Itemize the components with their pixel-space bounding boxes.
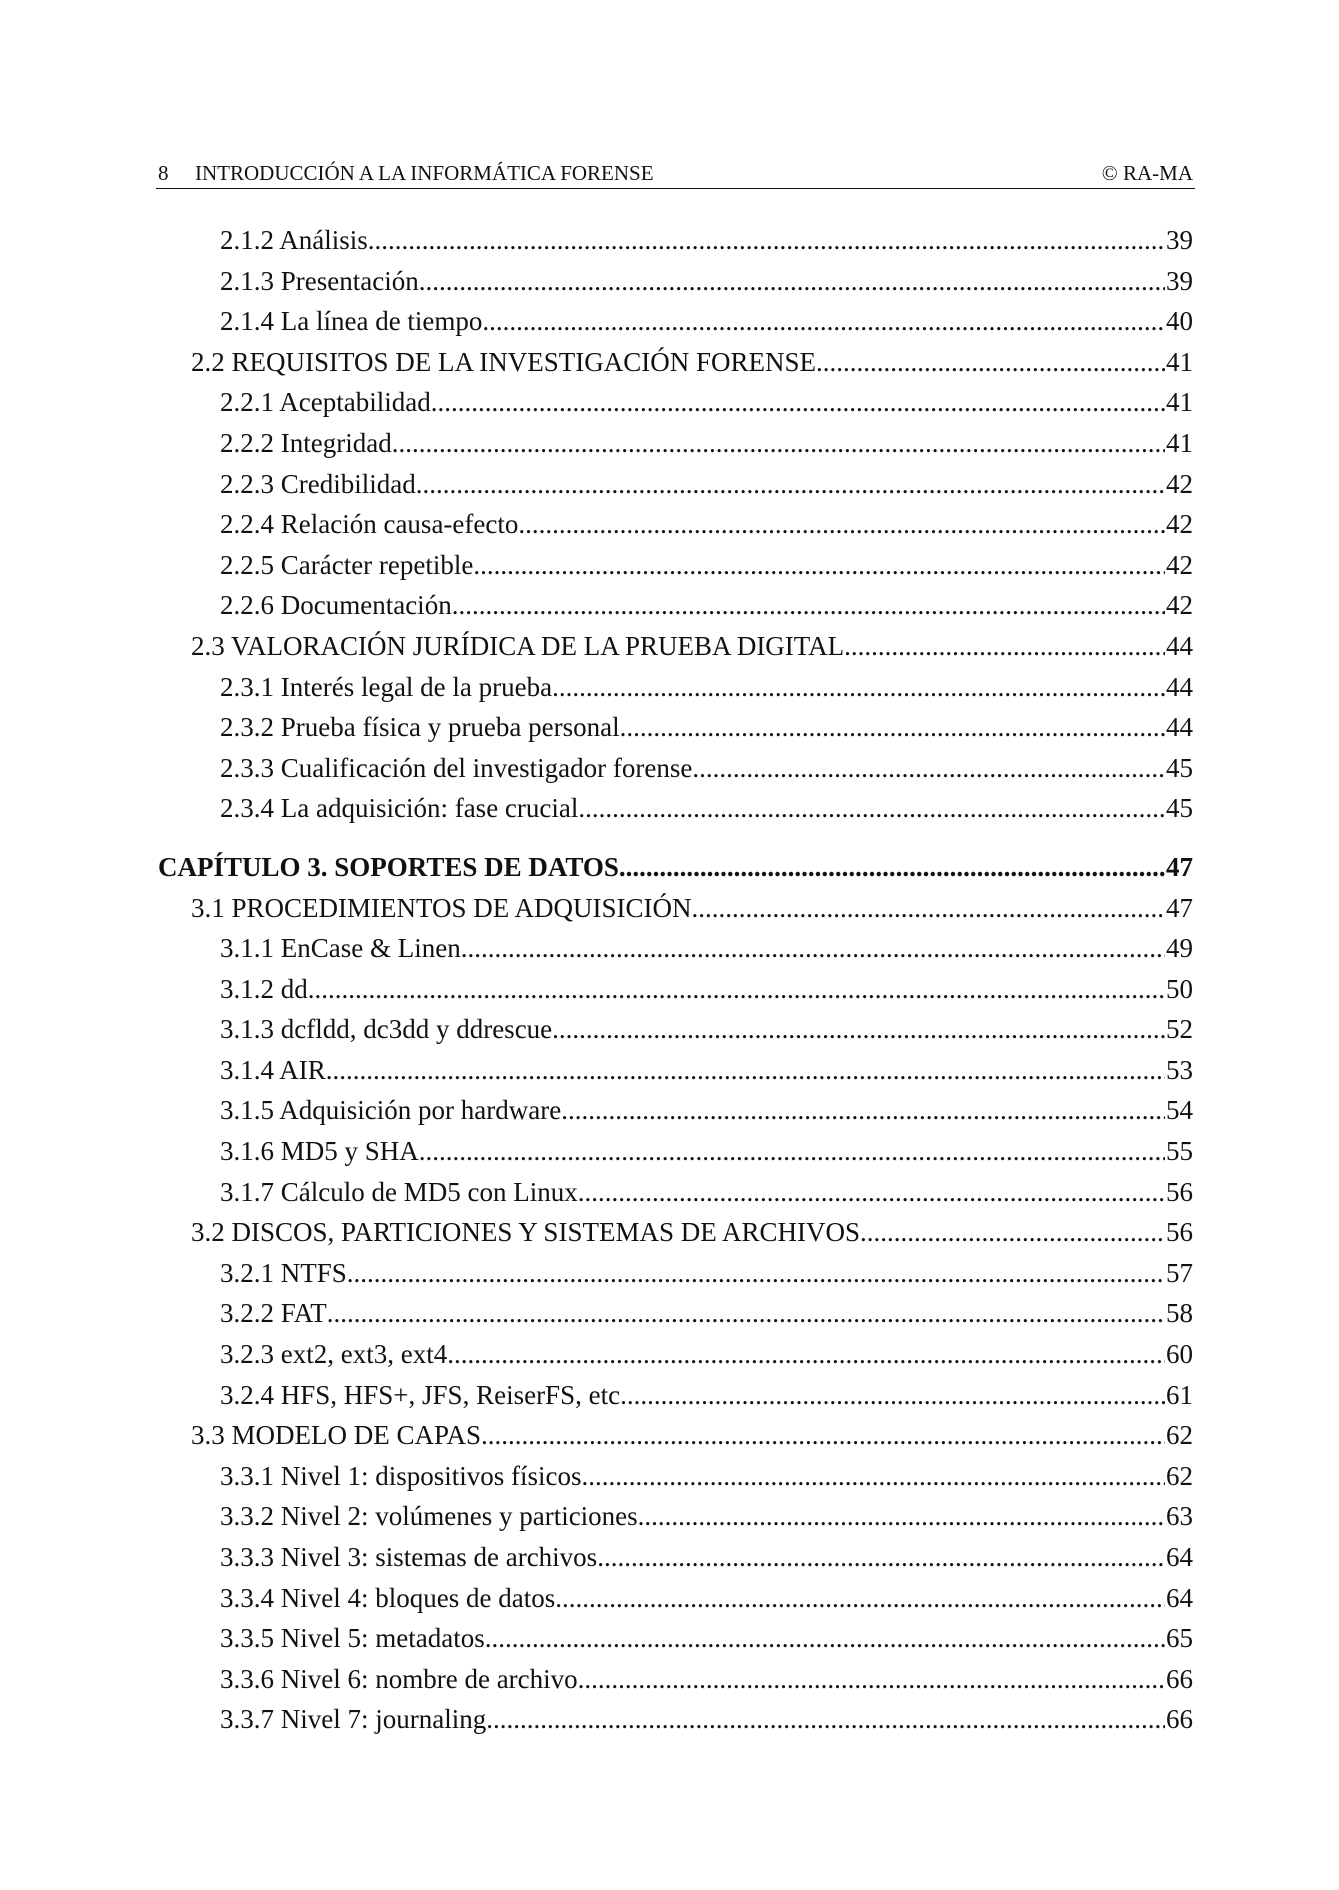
- toc-entry: [158, 969, 1193, 1010]
- toc-entry: [158, 1496, 1193, 1537]
- toc-entry-title: 2.2.4 Relación causa-efecto: [220, 509, 519, 540]
- dot-leader: [485, 1618, 1165, 1659]
- table-of-contents: [158, 220, 1193, 1740]
- toc-entry-page: 56: [1166, 1217, 1193, 1248]
- toc-entry-title: 2.2.3 Credibilidad: [220, 468, 416, 499]
- toc-entry: [158, 1050, 1193, 1091]
- toc-entry: [158, 1456, 1193, 1497]
- dot-leader: [555, 1578, 1165, 1619]
- dot-leader: [552, 1009, 1165, 1050]
- toc-entry-page: 66: [1166, 1704, 1193, 1735]
- toc-entry: [158, 707, 1193, 748]
- toc-section-entry: [158, 888, 1193, 929]
- toc-entry-title: 2.2.5 Carácter repetible: [220, 549, 474, 580]
- dot-leader: [486, 1699, 1165, 1740]
- toc-entry-page: 64: [1166, 1542, 1193, 1572]
- toc-entry: [158, 1578, 1193, 1619]
- toc-entry-page: 63: [1166, 1501, 1193, 1532]
- toc-entry-title: 2.1.3 Presentación: [220, 265, 419, 296]
- toc-entry-page: 49: [1166, 933, 1193, 964]
- toc-entry-title: 2.2.2 Integridad: [220, 427, 392, 458]
- toc-entry-page: 60: [1166, 1339, 1193, 1370]
- dot-leader: [597, 1537, 1165, 1578]
- toc-entry-title: 2.3.2 Prueba física y prueba personal: [220, 712, 620, 743]
- toc-entry-title: 3.2.4 HFS, HFS+, JFS, ReiserFS, etc: [220, 1379, 621, 1410]
- toc-entry-page: 42: [1166, 509, 1193, 540]
- dot-leader: [816, 342, 1165, 383]
- toc-entry-page: 58: [1166, 1298, 1193, 1329]
- toc-entry-page: 65: [1166, 1623, 1193, 1654]
- toc-entry: [158, 545, 1193, 586]
- book-title: INTRODUCCIÓN A LA INFORMÁTICA FORENSE: [195, 161, 654, 185]
- toc-entry: [158, 382, 1193, 423]
- dot-leader: [452, 585, 1165, 626]
- toc-entry-title: 3.1.2 dd: [220, 973, 308, 1004]
- page-number: 8: [158, 161, 169, 185]
- toc-entry-title: 3.1.4 AIR: [220, 1054, 326, 1085]
- toc-entry-title: 3.3.2 Nivel 2: volúmenes y particiones: [220, 1501, 638, 1532]
- toc-entry-page: 45: [1166, 793, 1193, 824]
- toc-entry-title: 3.2.2 FAT: [220, 1298, 327, 1329]
- toc-entry-title: 3.1.1 EnCase & Linen: [220, 933, 461, 964]
- toc-entry-title: 3.3 MODELO DE CAPAS: [191, 1420, 482, 1451]
- dot-leader: [860, 1212, 1165, 1253]
- dot-leader: [308, 969, 1165, 1010]
- dot-leader: [461, 928, 1165, 969]
- dot-leader: [473, 545, 1165, 586]
- toc-entry: [158, 220, 1193, 261]
- dot-leader: [419, 261, 1165, 302]
- toc-entry-page: 39: [1166, 225, 1193, 255]
- toc-entry: [158, 1293, 1193, 1334]
- dot-leader: [481, 1415, 1165, 1456]
- dot-leader: [327, 1293, 1165, 1334]
- toc-section-entry: [158, 626, 1193, 667]
- toc-entry-title: 3.3.4 Nivel 4: bloques de datos: [220, 1582, 556, 1613]
- toc-entry-page: 42: [1166, 468, 1193, 499]
- toc-section-entry: [158, 1212, 1193, 1253]
- toc-entry-title: 3.1.6 MD5 y SHA: [220, 1136, 419, 1167]
- toc-entry-page: 55: [1166, 1136, 1193, 1167]
- toc-entry-page: 47: [1166, 851, 1193, 882]
- toc-entry: [158, 1537, 1193, 1578]
- toc-entry: [158, 1334, 1193, 1375]
- dot-leader: [578, 1172, 1165, 1213]
- toc-entry: [158, 261, 1193, 302]
- toc-entry-title: 3.1 PROCEDIMIENTOS DE ADQUISICIÓN: [191, 892, 692, 923]
- toc-entry: [158, 301, 1193, 342]
- toc-entry-title: 3.1.5 Adquisición por hardware: [220, 1095, 562, 1126]
- toc-entry: [158, 504, 1193, 545]
- dot-leader: [326, 1050, 1165, 1091]
- toc-entry-title: 2.3 VALORACIÓN JURÍDICA DE LA PRUEBA DIGITAL: [191, 630, 845, 661]
- dot-leader: [578, 1659, 1165, 1700]
- toc-entry: [158, 464, 1193, 505]
- toc-entry-page: 56: [1166, 1176, 1193, 1207]
- page-header: [156, 160, 1195, 189]
- toc-entry-page: 41: [1166, 387, 1193, 418]
- dot-leader: [552, 667, 1165, 708]
- dot-leader: [482, 301, 1165, 342]
- toc-entry: [158, 423, 1193, 464]
- toc-entry-title: 2.3.3 Cualificación del investigador forense: [220, 752, 693, 783]
- dot-leader: [447, 1334, 1165, 1375]
- dot-leader: [692, 888, 1165, 929]
- toc-entry-title: 3.3.5 Nivel 5: metadatos: [220, 1623, 485, 1654]
- toc-entry-page: 41: [1166, 346, 1193, 377]
- dot-leader: [620, 707, 1165, 748]
- toc-entry-page: 62: [1166, 1460, 1193, 1491]
- toc-entry: [158, 585, 1193, 626]
- toc-entry-page: 52: [1166, 1014, 1193, 1045]
- toc-entry: [158, 1699, 1193, 1740]
- toc-entry-title: 3.1.3 dcfldd, dc3dd y ddrescue: [220, 1014, 553, 1045]
- toc-entry-page: 54: [1166, 1095, 1193, 1126]
- toc-entry: [158, 1090, 1193, 1131]
- dot-leader: [431, 382, 1165, 423]
- dot-leader: [844, 626, 1165, 667]
- dot-leader: [692, 748, 1165, 789]
- toc-entry-title: 3.3.7 Nivel 7: journaling: [220, 1704, 487, 1735]
- dot-leader: [582, 1456, 1165, 1497]
- toc-entry-page: 40: [1166, 306, 1193, 337]
- toc-entry-title: 3.3.3 Nivel 3: sistemas de archivos: [220, 1542, 598, 1572]
- toc-entry: [158, 1618, 1193, 1659]
- toc-entry-title: 2.2 REQUISITOS DE LA INVESTIGACIÓN FORENSE: [191, 346, 817, 377]
- toc-entry-page: 45: [1166, 752, 1193, 783]
- toc-entry: [158, 1659, 1193, 1700]
- dot-leader: [619, 847, 1165, 888]
- toc-entry-title: 2.2.6 Documentación: [220, 590, 452, 621]
- dot-leader: [620, 1375, 1165, 1416]
- toc-entry-title: 3.1.7 Cálculo de MD5 con Linux: [220, 1176, 578, 1207]
- toc-entry-title: 2.3.1 Interés legal de la prueba: [220, 671, 553, 702]
- dot-leader: [419, 1131, 1165, 1172]
- toc-entry-page: 66: [1166, 1663, 1193, 1694]
- toc-entry-page: 53: [1166, 1054, 1193, 1085]
- toc-entry-title: 3.3.1 Nivel 1: dispositivos físicos: [220, 1460, 582, 1491]
- toc-entry-title: 3.2.3 ext2, ext3, ext4: [220, 1339, 448, 1370]
- toc-entry-page: 57: [1166, 1257, 1193, 1288]
- toc-entry-title: 3.2.1 NTFS: [220, 1257, 347, 1288]
- toc-chapter-entry: [158, 847, 1193, 888]
- toc-entry: [158, 788, 1193, 829]
- toc-section-entry: [158, 1415, 1193, 1456]
- dot-leader: [347, 1253, 1165, 1294]
- toc-entry: [158, 1253, 1193, 1294]
- toc-entry: [158, 1172, 1193, 1213]
- dot-leader: [392, 423, 1165, 464]
- toc-entry-title: 2.3.4 La adquisición: fase crucial: [220, 793, 579, 824]
- toc-entry-title: 2.1.4 La línea de tiempo: [220, 306, 483, 337]
- toc-entry: [158, 928, 1193, 969]
- toc-entry-title: 3.3.6 Nivel 6: nombre de archivo: [220, 1663, 578, 1694]
- dot-leader: [518, 504, 1165, 545]
- toc-entry-page: 50: [1166, 973, 1193, 1004]
- toc-entry-title: 2.1.2 Análisis: [220, 225, 368, 255]
- toc-entry-page: 42: [1166, 590, 1193, 621]
- toc-entry-page: 44: [1166, 712, 1193, 743]
- toc-entry-page: 47: [1166, 892, 1193, 923]
- dot-leader: [561, 1090, 1165, 1131]
- toc-entry: [158, 667, 1193, 708]
- toc-entry-page: 64: [1166, 1582, 1193, 1613]
- toc-entry: [158, 1131, 1193, 1172]
- toc-entry: [158, 1375, 1193, 1416]
- dot-leader: [416, 464, 1165, 505]
- toc-entry-title: 3.2 DISCOS, PARTICIONES Y SISTEMAS DE ARCHIVOS: [191, 1217, 860, 1248]
- toc-entry-page: 41: [1166, 427, 1193, 458]
- toc-entry-title: 2.2.1 Aceptabilidad: [220, 387, 431, 418]
- toc-entry-page: 62: [1166, 1420, 1193, 1451]
- toc-entry-page: 39: [1166, 265, 1193, 296]
- toc-entry-page: 61: [1166, 1379, 1193, 1410]
- toc-entry-page: 44: [1166, 671, 1193, 702]
- chapter-title: CAPÍTULO 3. SOPORTES DE DATOS: [158, 851, 619, 882]
- toc-entry: [158, 748, 1193, 789]
- toc-entry: [158, 1009, 1193, 1050]
- dot-leader: [368, 220, 1165, 261]
- toc-section-entry: [158, 342, 1193, 383]
- toc-entry-page: 42: [1166, 549, 1193, 580]
- dot-leader: [578, 788, 1165, 829]
- toc-entry-page: 44: [1166, 630, 1193, 661]
- publisher-name: © RA-MA: [1101, 161, 1193, 185]
- dot-leader: [638, 1496, 1165, 1537]
